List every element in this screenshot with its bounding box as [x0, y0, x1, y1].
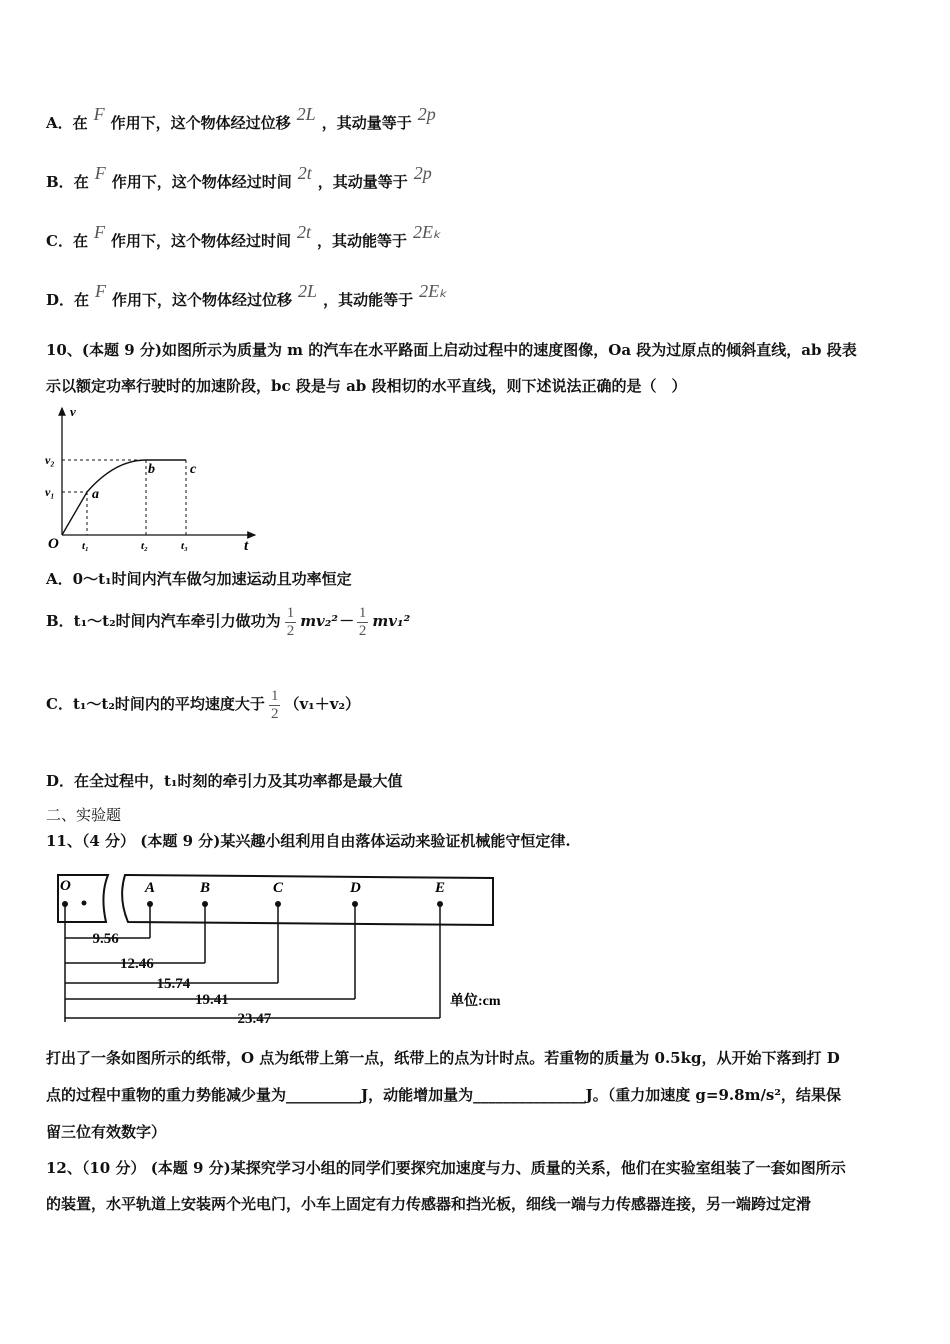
t-axis-label: t: [244, 538, 249, 554]
point-a-label: a: [92, 487, 99, 502]
denominator: 2: [358, 622, 367, 639]
text: （v₁＋v₂）: [284, 695, 361, 713]
origin-label: O: [48, 536, 59, 552]
point-label: D: [350, 880, 361, 896]
unit-label: 单位:cm: [450, 994, 501, 1009]
q10-option-c: [46, 688, 360, 722]
q10-option-a: A．0～t₁时间内汽车做匀加速运动且功率恒定: [46, 570, 352, 588]
fraction: [285, 605, 297, 639]
text: C．t₁～t₂时间内的平均速度大于: [46, 695, 265, 713]
text: mv₂²－: [300, 612, 353, 630]
text: 作用下，这个物体经过位移: [110, 114, 291, 132]
math: 2Eₖ: [419, 281, 447, 301]
q11-text-line1: 打出了一条如图所示的纸带，O 点为纸带上第一点，纸带上的点为计时点。若重物的质量为 0.5kg，从开始下落到打 D: [46, 1049, 840, 1067]
point-label: A: [145, 880, 156, 896]
option-label: B．: [46, 173, 74, 191]
fraction: [357, 605, 369, 639]
q9-option-a: [46, 104, 442, 133]
math: F: [93, 222, 105, 242]
distance-label: 19.41: [195, 992, 229, 1008]
math: F: [95, 281, 107, 301]
text: 作用下，这个物体经过位移: [112, 291, 293, 309]
point-label: E: [435, 880, 446, 896]
point-c-label: c: [190, 462, 197, 477]
math: 2p: [417, 104, 436, 124]
point-label: B: [200, 880, 211, 896]
q12-line2: 的装置，水平轨道上安装两个光电门，小车上固定有力传感器和挡光板，细线一端与力传感器连接，另一端跨过定滑: [46, 1195, 812, 1213]
text: mv₁²: [372, 612, 411, 630]
extra-dot: [82, 901, 87, 906]
numerator: 1: [358, 605, 367, 621]
text: ，其动能等于: [317, 232, 408, 250]
math: F: [93, 104, 105, 124]
q11-text-line2: 点的过程中重物的重力势能减少量为__________J，动能增加量为_______________J。（重力加速度 g=9.8m/s²，结果保: [46, 1086, 841, 1104]
guide-lines: [62, 460, 186, 535]
distance-label: 9.56: [92, 931, 119, 947]
q10-stem-line1: 10、(本题 9 分)如图所示为质量为 m 的汽车在水平路面上启动过程中的速度图像，Oa 段为过原点的倾斜直线，ab 段表: [46, 341, 857, 359]
numerator: 1: [270, 688, 279, 704]
t1-label: t₁: [82, 540, 89, 552]
option-label: A．: [46, 114, 73, 132]
section-heading: 二、实验题: [46, 806, 122, 824]
point-label: C: [273, 880, 284, 896]
text: 在: [73, 173, 89, 191]
distance-label: 23.47: [237, 1011, 272, 1027]
q9-option-d: [46, 281, 453, 310]
text: 作用下，这个物体经过时间: [111, 173, 292, 191]
t3-label: t₃: [181, 540, 188, 552]
v-axis-label: v: [70, 404, 76, 419]
math: 2p: [413, 163, 432, 183]
velocity-curve: [62, 460, 186, 535]
v1-label: v₁: [45, 485, 55, 499]
distance-label: 15.74: [156, 976, 191, 992]
q11-text-line3: 留三位有效数字）: [46, 1123, 167, 1141]
text: 在: [72, 114, 88, 132]
math: 2L: [296, 104, 316, 124]
text: B．t₁～t₂时间内汽车牵引力做功为: [46, 612, 281, 630]
text: ，其动量等于: [321, 114, 412, 132]
math: 2t: [296, 222, 311, 242]
fraction: [269, 688, 281, 722]
math: 2L: [298, 281, 318, 301]
option-label: D．: [46, 291, 75, 309]
math: 2Eₖ: [413, 222, 441, 242]
q10-option-d: D．在全过程中，t₁时刻的牵引力及其功率都是最大值: [46, 772, 403, 790]
text: ，其动量等于: [317, 173, 408, 191]
velocity-time-graph: [40, 400, 270, 560]
math: 2t: [297, 163, 312, 183]
q11-title: 11、（4 分） (本题 9 分)某兴趣小组利用自由落体运动来验证机械能守恒定律.: [46, 832, 571, 850]
text: ，其动能等于: [323, 291, 414, 309]
v2-label: v₂: [45, 453, 55, 467]
point-b-label: b: [148, 462, 155, 477]
text: 在: [72, 232, 88, 250]
option-label: C．: [46, 232, 73, 250]
distance-label: 12.46: [120, 956, 154, 972]
q9-option-b: [46, 163, 438, 192]
text: 作用下，这个物体经过时间: [110, 232, 291, 250]
numerator: 1: [286, 605, 295, 621]
q9-option-c: [46, 222, 447, 251]
denominator: 2: [270, 705, 279, 722]
q10-stem-line2: 示以额定功率行驶时的加速阶段，bc 段是与 ab 段相切的水平直线，则下述说法正确的是（ ）: [46, 377, 687, 395]
math: F: [94, 163, 106, 183]
q12-line1: 12、（10 分） (本题 9 分)某探究学习小组的同学们要探究加速度与力、质量的关系，他们在实验室组装了一套如图所示: [46, 1159, 846, 1177]
t2-label: t₂: [141, 540, 148, 552]
text: 在: [74, 291, 90, 309]
denominator: 2: [286, 622, 295, 639]
paper-tape-diagram: [50, 860, 530, 1030]
q10-option-b: [46, 605, 410, 639]
point-label: O: [60, 878, 71, 894]
